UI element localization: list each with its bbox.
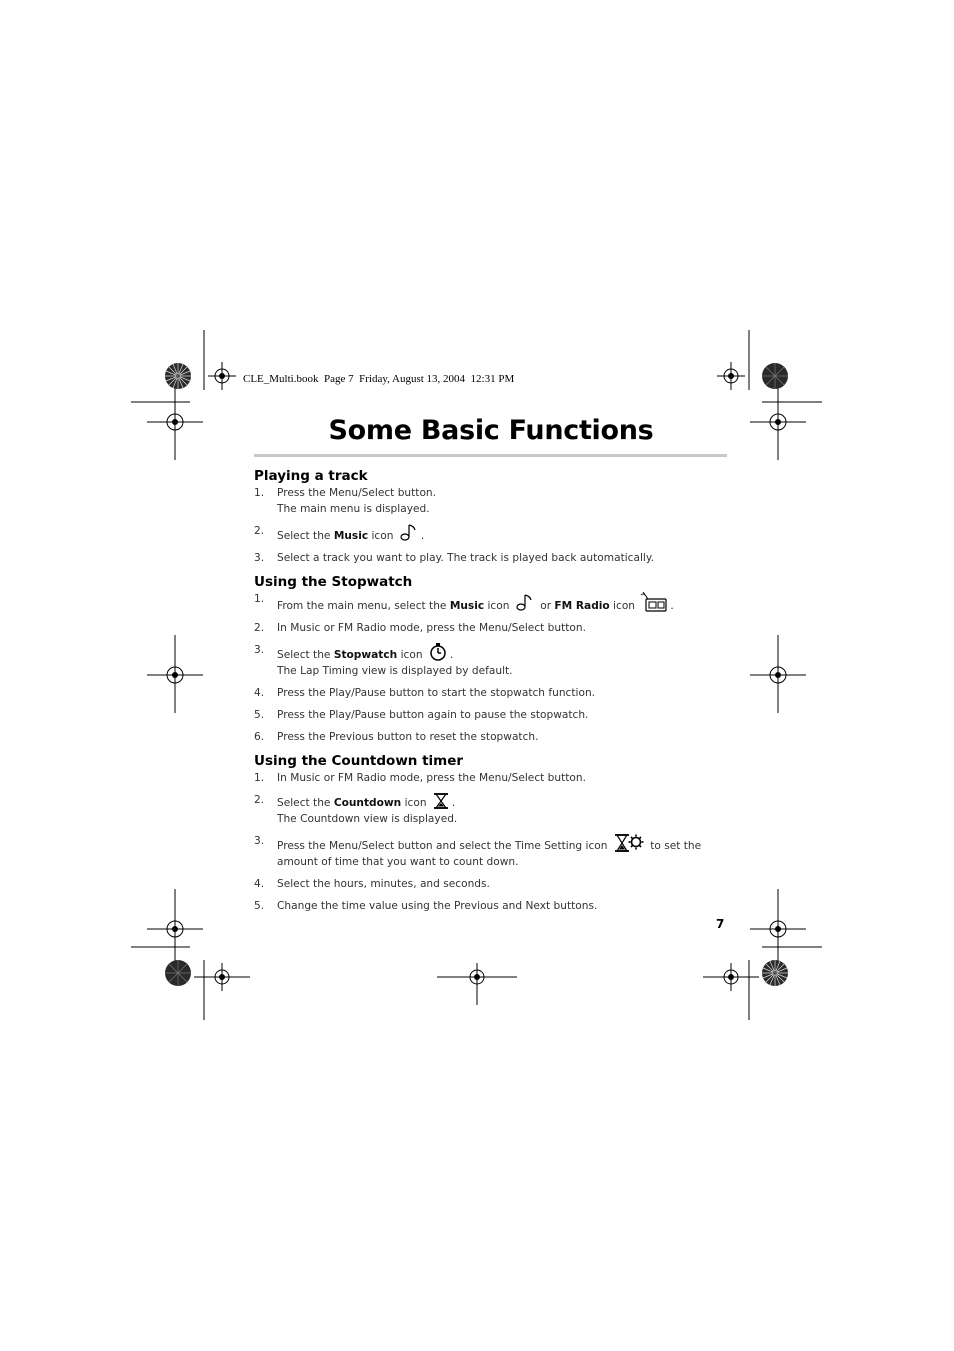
list-item [254, 770, 724, 786]
list-item [254, 550, 724, 566]
list-item [254, 833, 724, 870]
page-number: 7 [716, 917, 725, 931]
step-text: Press the Play/Pause button again to pause the stopwatch. [277, 709, 589, 721]
step-text: icon [401, 797, 427, 809]
hourglass-icon [432, 792, 450, 810]
section-using-the-countdown-timer [254, 753, 724, 914]
list-item [254, 642, 724, 679]
step-number: 6. [254, 731, 265, 743]
list-item [254, 620, 724, 636]
step-list [254, 485, 724, 566]
step-note: amount of time that you want to count down. [277, 856, 519, 868]
step-text: Press the Menu/Select button and select the Time Setting icon [277, 840, 608, 852]
step-number: 3. [254, 644, 265, 656]
step-text: Select the [277, 797, 334, 809]
time-setting-icon [613, 833, 645, 853]
registration-mark-top-right-inner [717, 362, 745, 390]
fm-radio-icon [640, 591, 668, 613]
section-heading: Using the Stopwatch [254, 574, 413, 590]
list-item [254, 898, 724, 914]
step-text: Press the Menu/Select button. [277, 487, 437, 499]
star-target-top-left [164, 362, 192, 390]
step-text: . [449, 649, 454, 661]
section-playing-a-track [254, 468, 724, 566]
music-note-icon [515, 593, 535, 613]
step-text: Press the Play/Pause button to start the stopwatch function. [277, 687, 596, 699]
step-text: Change the time value using the Previous and Next buttons. [277, 900, 598, 912]
step-keyword: Stopwatch [333, 649, 398, 661]
list-item [254, 792, 724, 827]
step-number: 5. [254, 709, 265, 721]
step-list [254, 591, 724, 745]
step-text: to set the [646, 840, 702, 852]
star-target-top-right [761, 362, 789, 390]
step-keyword: Music [449, 600, 485, 612]
step-number: 4. [254, 687, 265, 699]
star-target-bottom-right [761, 959, 789, 987]
step-note: The Lap Timing view is displayed by default. [277, 665, 513, 677]
list-item [254, 707, 724, 723]
step-number: 1. [254, 593, 265, 605]
step-number: 5. [254, 900, 265, 912]
registration-mark-bottom-left [194, 963, 250, 991]
music-note-icon [399, 523, 419, 543]
step-text: In Music or FM Radio mode, press the Menu/Select button. [277, 772, 586, 784]
registration-mark-right-middle [750, 635, 806, 715]
section-heading: Playing a track [254, 468, 368, 484]
registration-mark-left-lower [147, 889, 203, 969]
stopwatch-icon [428, 642, 448, 662]
print-slug: CLE_Multi.book Page 7 Friday, August 13, 2004 12:31 PM [243, 373, 515, 385]
step-text: From the main menu, select the [277, 600, 450, 612]
list-item [254, 485, 724, 517]
step-note: The main menu is displayed. [277, 503, 430, 515]
step-text: . [670, 600, 674, 612]
list-item [254, 729, 724, 745]
step-list [254, 770, 724, 914]
star-target-bottom-left [164, 959, 192, 987]
step-number: 3. [254, 835, 265, 847]
step-text: Press the Previous button to reset the stopwatch. [277, 731, 539, 743]
step-keyword: FM Radio [554, 600, 610, 612]
registration-mark-right-lower [750, 889, 806, 969]
list-item [254, 591, 724, 614]
registration-mark-left-middle [147, 635, 203, 715]
registration-mark-top-left-inner [208, 362, 236, 390]
step-text: Select the [277, 530, 334, 542]
list-item [254, 523, 724, 544]
step-text: In Music or FM Radio mode, press the Menu/Select button. [277, 622, 586, 634]
registration-mark-bottom-center [437, 963, 517, 1005]
step-keyword: Countdown [333, 797, 402, 809]
step-text: . [451, 797, 456, 809]
step-note: The Countdown view is displayed. [277, 813, 458, 825]
list-item [254, 685, 724, 701]
step-text: icon [368, 530, 394, 542]
step-text: icon [609, 600, 636, 612]
registration-mark-left-upper [147, 382, 203, 462]
page-title: Some Basic Functions [328, 415, 654, 446]
title-rule [254, 454, 727, 457]
step-number: 2. [254, 622, 265, 634]
step-number: 3. [254, 552, 265, 564]
content [254, 468, 724, 922]
step-text: Select a track you want to play. The track is played back automatically. [277, 552, 655, 564]
step-text: Select the hours, minutes, and seconds. [277, 878, 490, 890]
step-text: or [536, 600, 555, 612]
list-item [254, 876, 724, 892]
registration-mark-right-upper [750, 382, 806, 462]
section-heading: Using the Countdown timer [254, 753, 464, 769]
step-number: 1. [254, 772, 265, 784]
step-number: 2. [254, 794, 265, 806]
step-text: icon [397, 649, 423, 661]
step-number: 1. [254, 487, 265, 499]
step-number: 4. [254, 878, 265, 890]
registration-mark-bottom-right [703, 963, 759, 991]
step-keyword: Music [333, 530, 369, 542]
step-number: 2. [254, 525, 265, 537]
step-text: . [420, 530, 425, 542]
section-using-the-stopwatch [254, 574, 724, 745]
step-text: icon [484, 600, 510, 612]
step-text: Select the [277, 649, 334, 661]
